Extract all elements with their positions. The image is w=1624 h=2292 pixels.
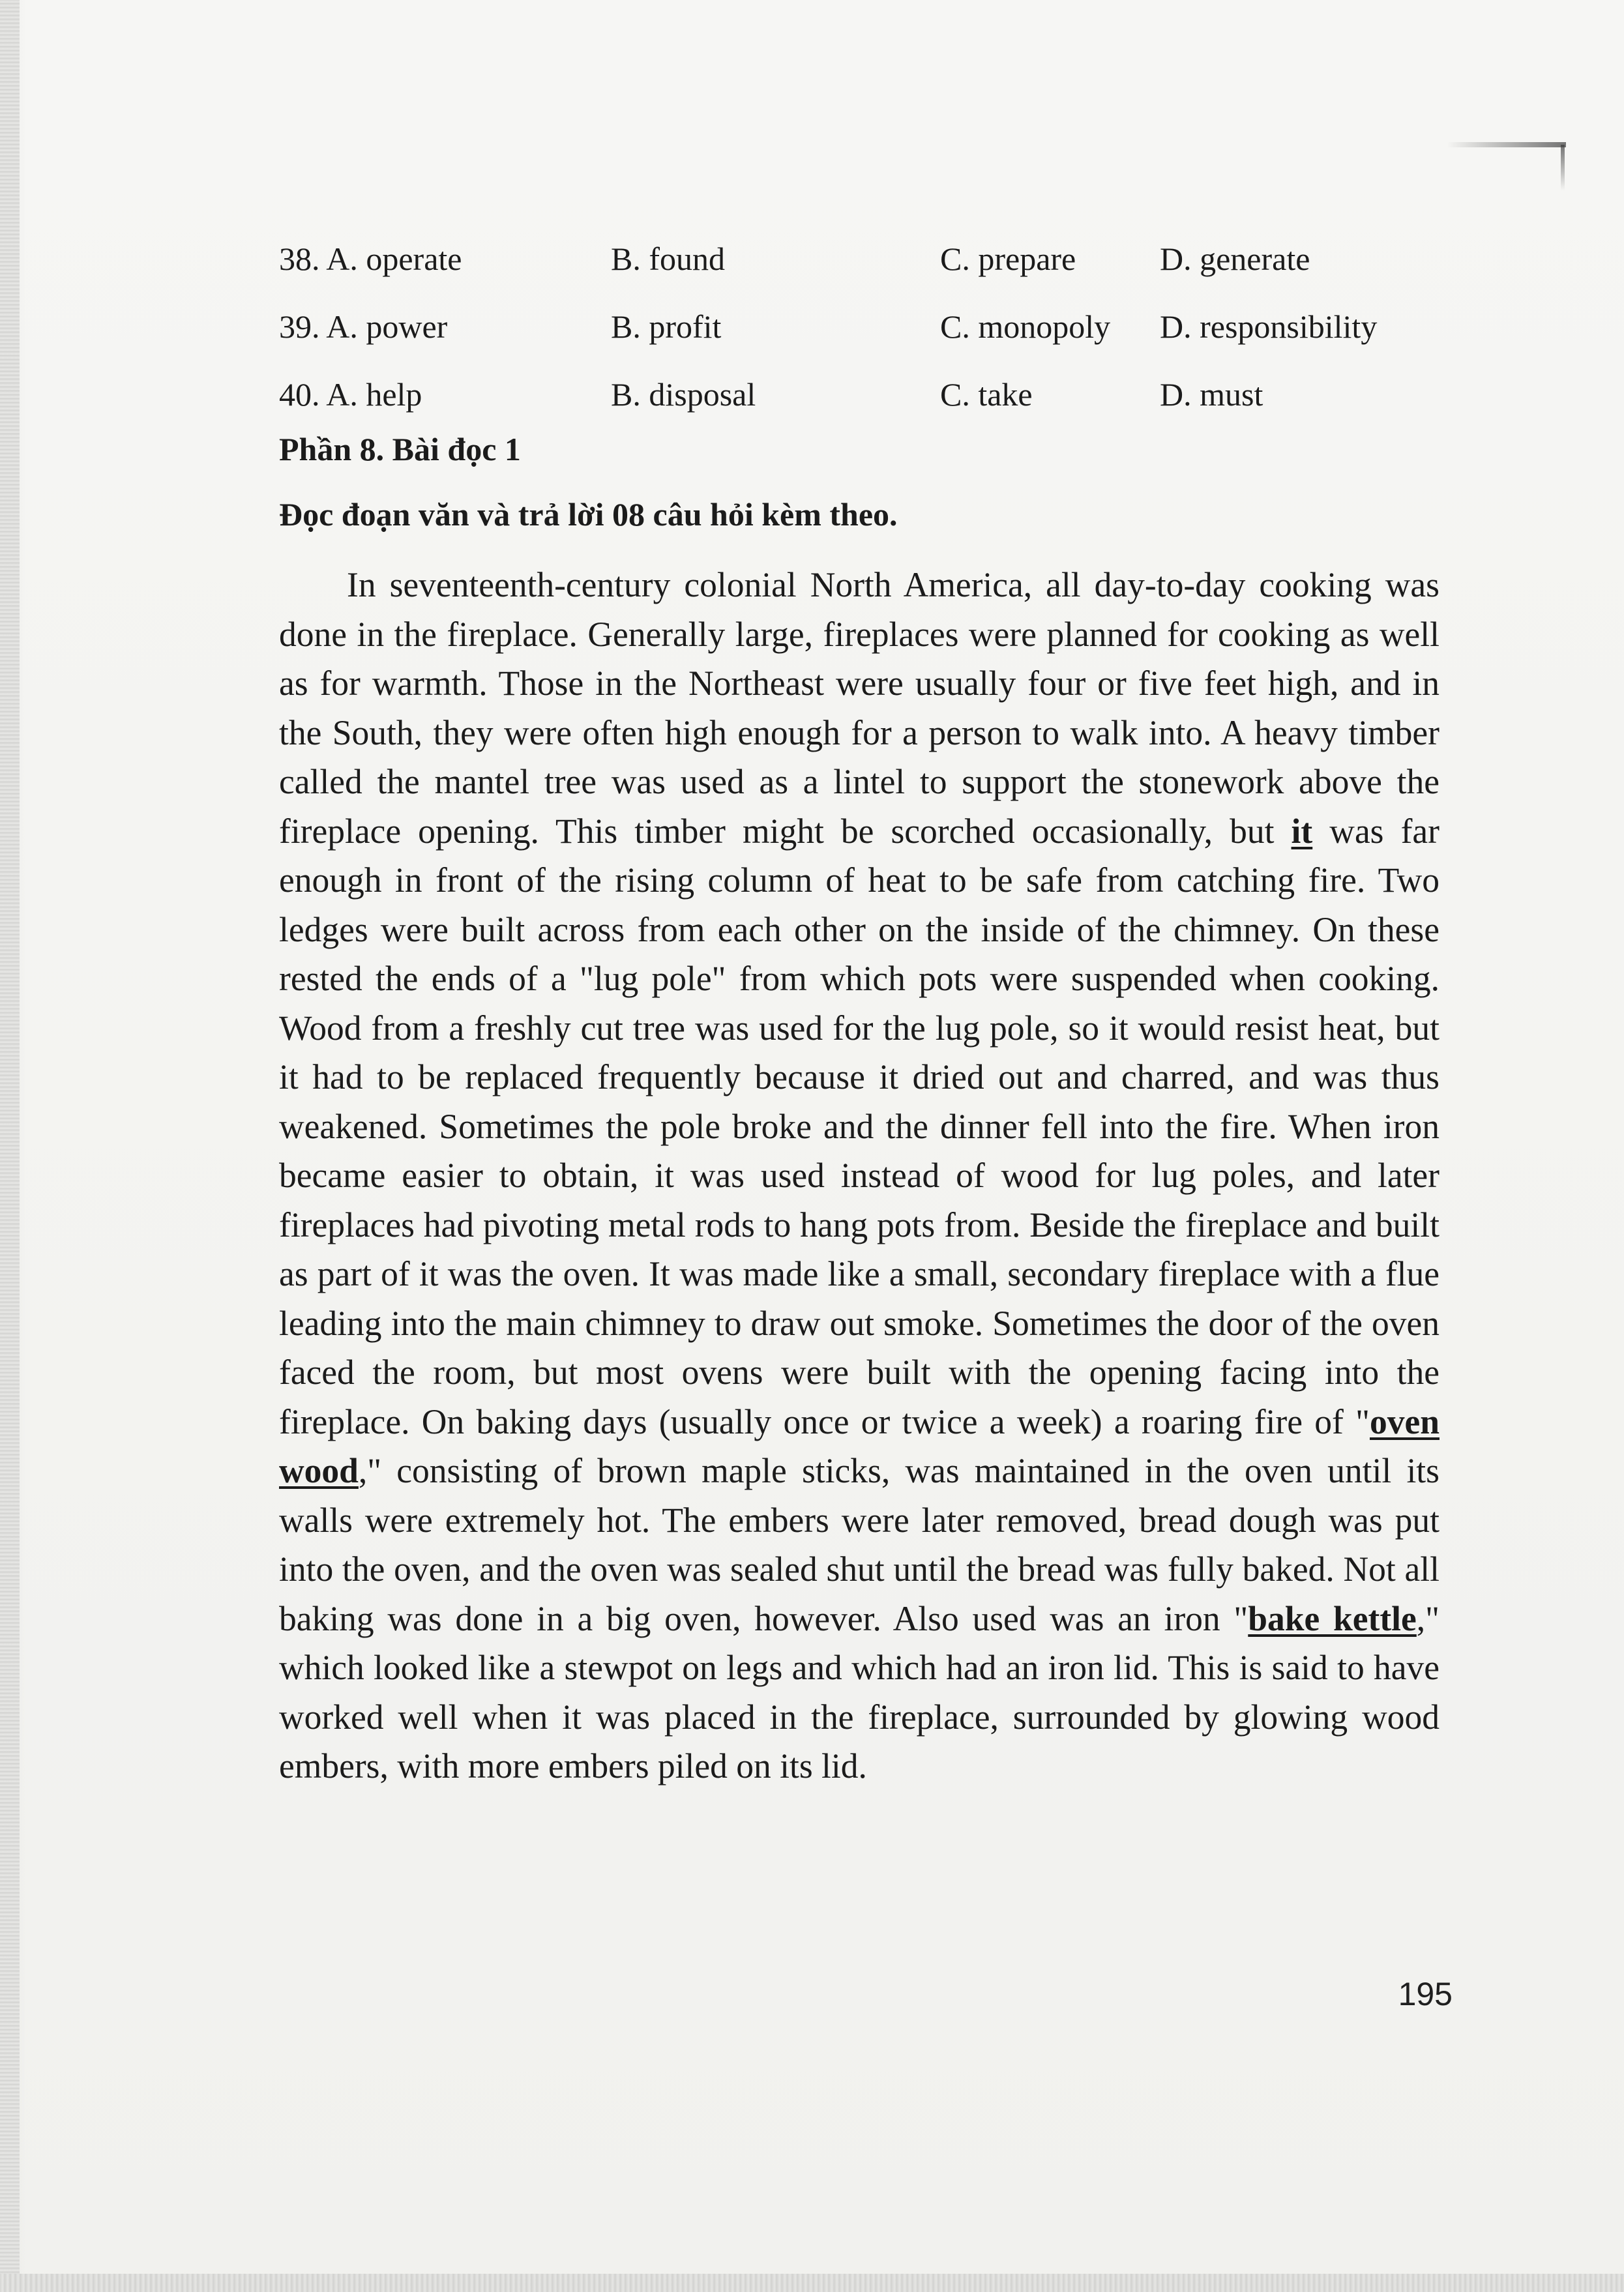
scan-edge-left (0, 0, 20, 2292)
option-b: B. found (611, 241, 725, 277)
option-b: B. disposal (611, 376, 756, 413)
passage-reference-bake-kettle: bake kettle (1248, 1598, 1417, 1638)
passage-text-1: In seventeenth-century colonial North America, all day-to-day cooking was done in the fireplace. Generally large, fireplaces were planned for cooking as well as for warmth. Those in the Northeast were usually four or five feet high, and in the South, they were often high enough for a person to walk into. A heavy timber called the mantel tree was used as a lintel to support the stonework above the fireplace opening. This timber might be scorched occasionally, but (279, 565, 1439, 851)
passage-reference-it: it (1291, 811, 1313, 851)
question-row-39 (279, 293, 1466, 360)
option-c: C. prepare (940, 241, 1076, 277)
scan-edge-bottom (0, 2274, 1624, 2292)
option-a: 38. A. operate (279, 241, 462, 277)
section-title: Phần 8. Bài đọc 1 (279, 431, 521, 467)
passage-text-4: ," which looked like a stewpot on legs and which had an iron lid. This is said to have worked well when it was placed in the fireplace, surrounded by glowing wood embers, with more embers piled on its lid. (279, 1598, 1440, 1785)
page-number: 195 (1398, 1976, 1453, 2012)
question-row-40 (279, 360, 1466, 428)
passage-text-3: ," consisting of brown maple sticks, was maintained in the oven until its walls were extremely hot. The embers were later removed, bread dough was put into the oven, and the oven was sealed shut until the bread was fully baked. Not all baking was done in a big oven, however. Also used was an iron " (279, 1451, 1439, 1638)
option-c: C. monopoly (940, 308, 1111, 345)
option-a: 39. A. power (279, 308, 448, 345)
page-corner-mark-vertical (1561, 145, 1565, 190)
option-b: B. profit (611, 308, 722, 345)
reading-passage (279, 561, 1439, 1791)
page-corner-mark (1447, 142, 1566, 147)
passage-text-2: was far enough in front of the rising column of heat to be safe from catching fire. Two ledges were built across from each other on the inside of the chimney. On these rested the ends of a "lug pole" from which pots were suspended when cooking. Wood from a freshly cut tree was used for the lug pole, so it would resist heat, but it had to be replaced frequently because it dried out and charred, and was thus weakened. Sometimes the pole broke and the dinner fell into the fire. When iron became easier to obtain, it was used instead of wood for lug poles, and later fireplaces had pivoting metal rods to hang pots from. Beside the fireplace and built as part of it was the oven. It was made like a small, secondary fireplace with a flue leading into the main chimney to draw out smoke. Sometimes the door of the oven faced the room, but most ovens were built with the opening facing into the fireplace. On baking days (usually once or twice a week) a roaring fire of " (279, 811, 1439, 1441)
section-instruction: Đọc đoạn văn và trả lời 08 câu hỏi kèm theo. (279, 496, 898, 533)
passage-reference-oven-wood: oven wood (279, 1402, 1439, 1490)
option-c: C. take (940, 376, 1033, 413)
option-d: D. generate (1160, 241, 1310, 277)
option-d: D. must (1160, 376, 1263, 413)
option-a: 40. A. help (279, 376, 422, 413)
question-row-38 (279, 225, 1466, 293)
answer-options (279, 225, 1466, 428)
option-d: D. responsibility (1160, 308, 1378, 345)
